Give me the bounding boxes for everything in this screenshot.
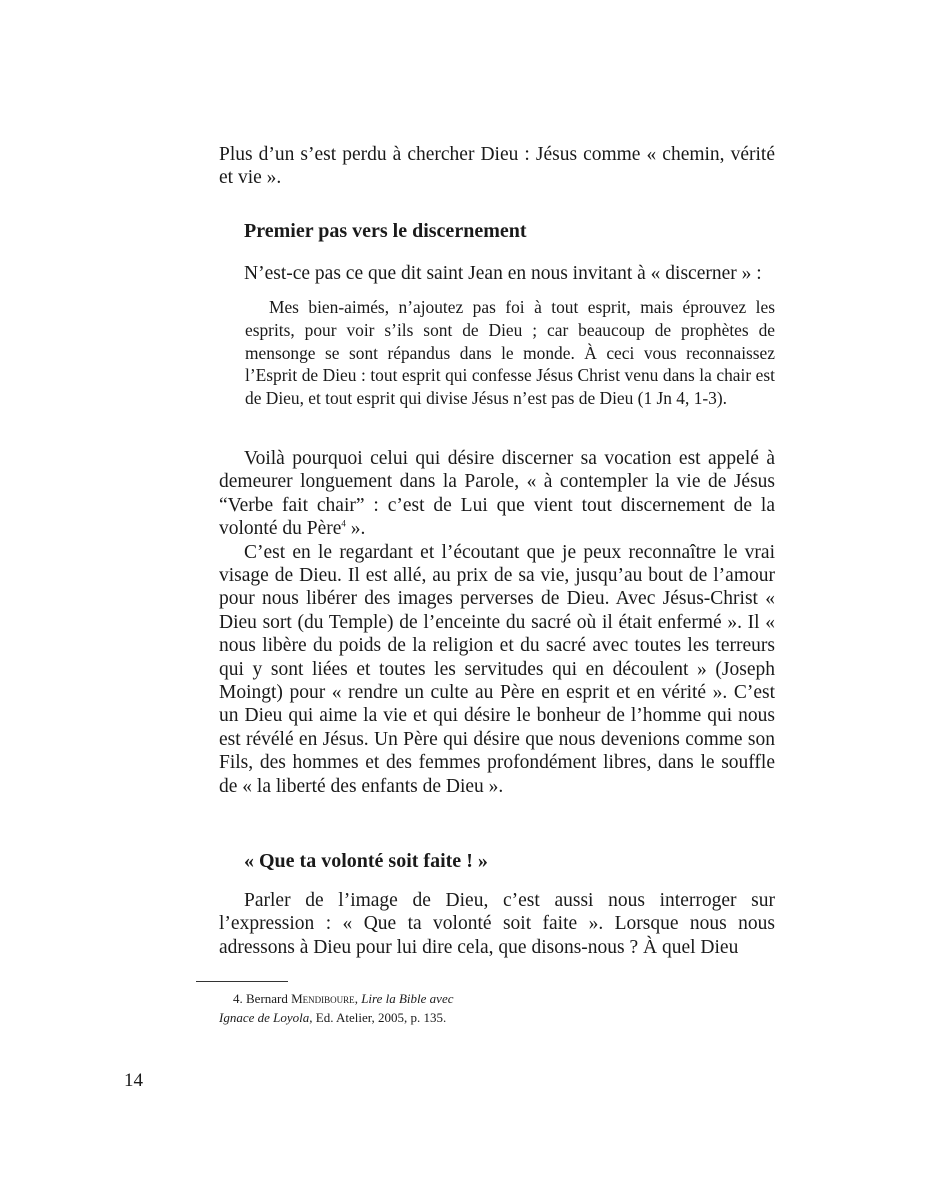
footnote-line-2 <box>219 1009 699 1028</box>
paragraph-5: Parler de l’image de Dieu, c’est aussi nous interroger sur l’expression : « Que ta volonté soit faite ». Lorsque nous nous adressons à Dieu pour lui dire cela, que disons-nous ? À quel Dieu <box>219 890 775 958</box>
paragraph-2-block <box>219 262 775 285</box>
paragraph-3 <box>219 447 775 541</box>
footnote-author-last: Mendiboure <box>291 991 355 1006</box>
page-number: 14 <box>124 1070 143 1091</box>
footnote-author-first: Bernard <box>246 991 288 1006</box>
paragraph-5-block <box>219 889 775 959</box>
intro-paragraph: Plus d’un s’est perdu à chercher Dieu : Jésus comme « chemin, vérité et vie ». <box>219 144 775 189</box>
footnote-title-part2: Ignace de Loyola <box>219 1009 310 1025</box>
footnote <box>219 990 699 1027</box>
section-heading-volonte: « Que ta volonté soit faite ! » <box>244 850 488 872</box>
scripture-quote-text: Mes bien-aimés, n’ajoutez pas foi à tout esprit, mais éprouvez les esprits, pour voir s’ils sont de Dieu ; car beaucoup de prophètes de mensonge se sont répandus dans le monde. À ceci vous reconnaissez l’Esprit de Dieu : tout esprit qui confesse Jésus Christ venu dans la chair est de Dieu, et tout esprit qui divise Jésus n’est pas de Dieu (1 Jn 4, 1-3). <box>245 297 775 409</box>
main-text-block <box>219 447 775 798</box>
paragraph-4: C’est en le regardant et l’écoutant que je peux reconnaître le vrai visage de Dieu. Il est allé, au prix de sa vie, jusqu’au bout de l’amour pour nous libérer des images perverses de Dieu. Avec Jésus-Christ « Dieu sort (du Temple) de l’enceinte du sacré où il était enfermé ». Il « nous libère du poids de la religion et du sacré avec toutes les terreurs qui y sont liées et toutes les servitudes qui en découlent » (Joseph Moingt) pour « rendre un culte au Père en esprit et en vérité ». C’est un Dieu qui aime la vie et qui désire le bonheur de l’homme qui nous est révélé en Jésus. Un Père qui désire que nous devenions comme son Fils, des hommes et des femmes profondément libres, dans le souffle de « la liberté des enfants de Dieu ». <box>219 541 775 797</box>
footnote-separator <box>196 981 288 982</box>
footnote-reference: 4 <box>341 518 346 529</box>
paragraph-3-end: ». <box>345 518 366 540</box>
footnote-publication: , Ed. Atelier, 2005, p. 135. <box>309 1009 447 1025</box>
paragraph-3-text: Voilà pourquoi celui qui désire discerner sa vocation est appelé à demeurer longuement dans la Parole, « à contempler la vie de Jésus “Verbe fait chair” : c’est de Lui que vient tout discernement de la volonté du Père <box>219 448 775 540</box>
intro-paragraph-block <box>219 143 775 190</box>
scripture-quote <box>245 296 775 410</box>
footnote-title-part1: Lire la Bible avec <box>361 991 454 1006</box>
section-heading-discernement: Premier pas vers le discernement <box>244 220 527 242</box>
footnote-number: 4. <box>233 991 243 1006</box>
paragraph-2: N’est-ce pas ce que dit saint Jean en nous invitant à « discerner » : <box>244 263 762 284</box>
footnote-line-1: 4. Bernard Mendiboure, Lire la Bible avec <box>233 991 454 1006</box>
